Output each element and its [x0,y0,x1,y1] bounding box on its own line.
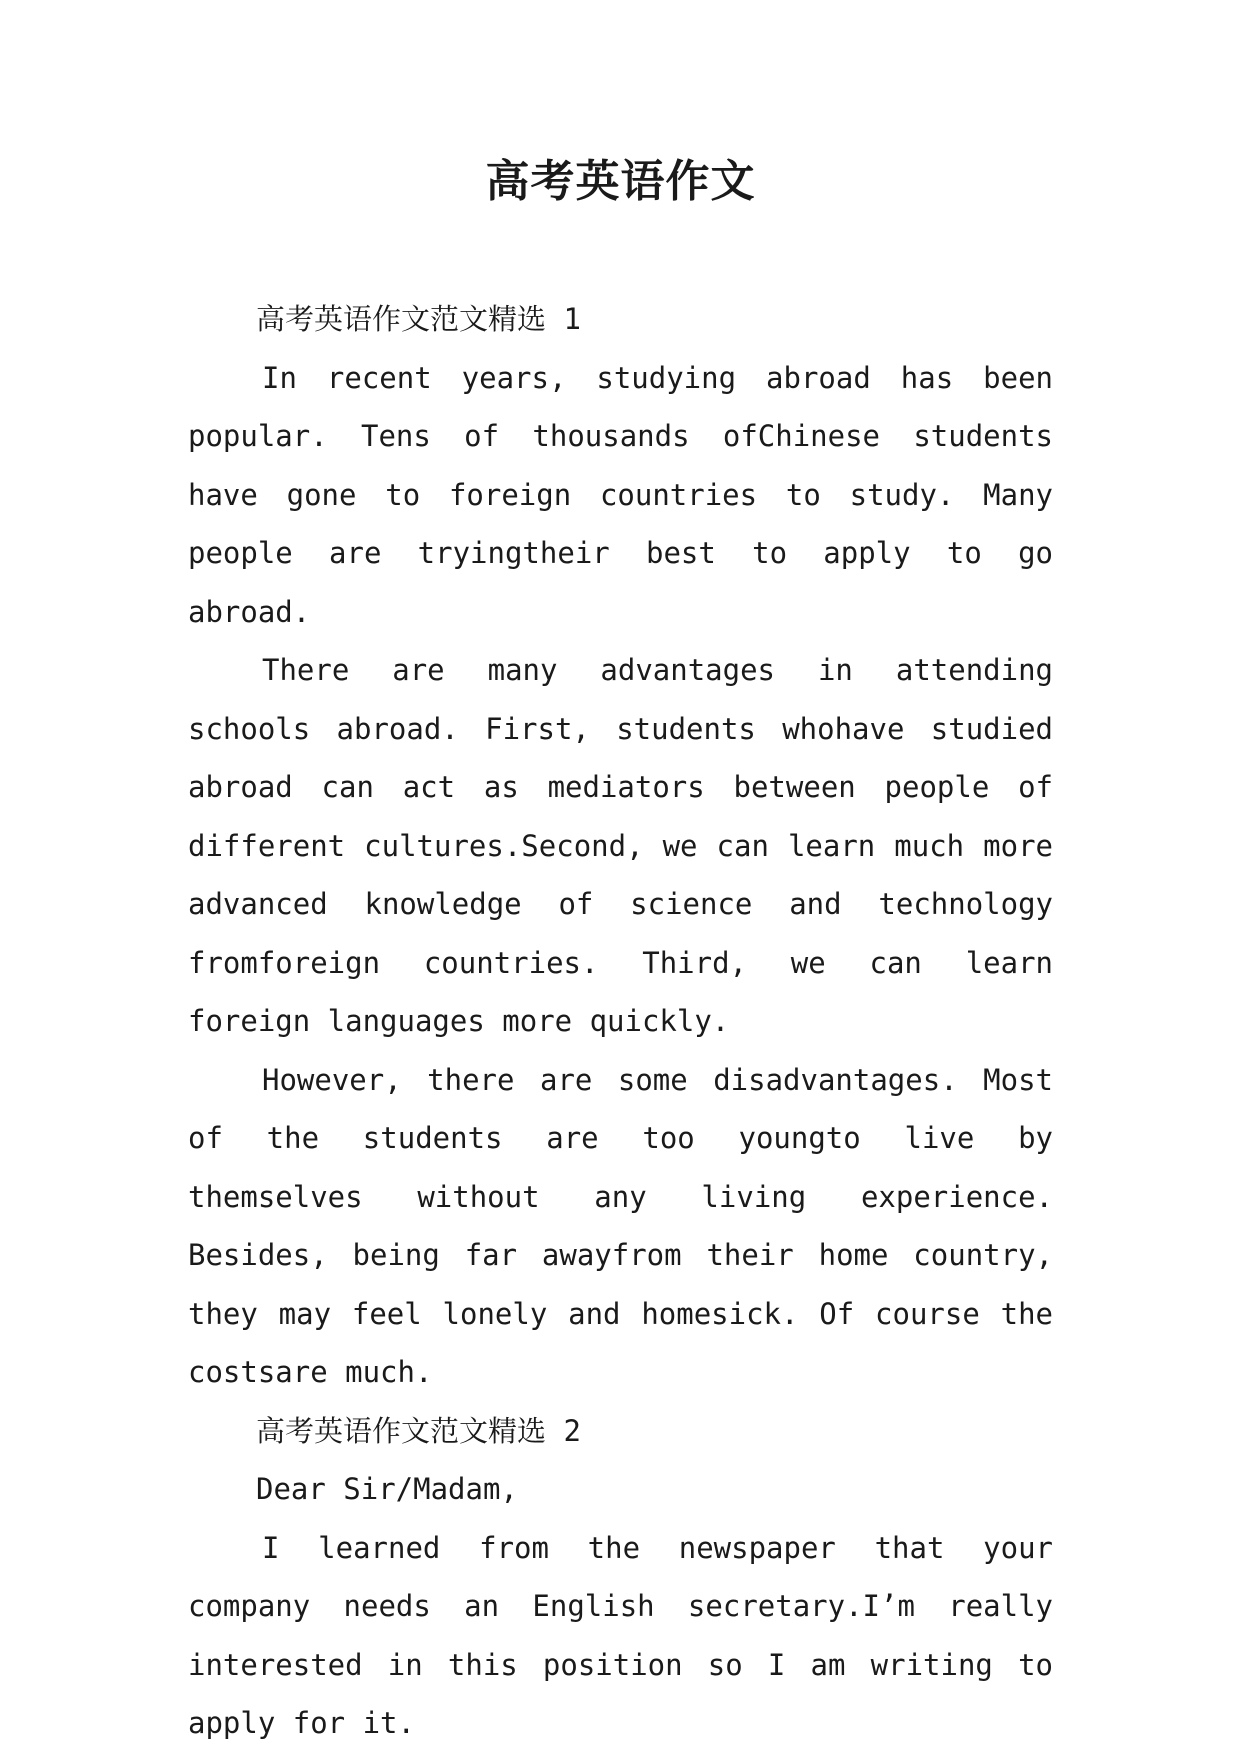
document-title: 高考英语作文 [485,156,756,207]
section-heading-1: 高考英语作文范文精选 1 [256,302,581,336]
letter-salutation: Dear Sir/Madam, [256,1472,518,1506]
section-heading-2: 高考英语作文范文精选 2 [256,1413,581,1448]
paragraph: In recent years, studying abroad has been popular. Tens of thousands ofChinese students have gone to foreign countries to study. Many people are tryingtheir best to apply to go abroad. [188,360,1053,629]
paragraph: I learned from the newspaper that your company needs an English secretary.I’m really interested in this position so I am writing to apply for it. [188,1530,1053,1740]
paragraph: There are many advantages in attending schools abroad. First, students whohave studied abroad can act as mediators between people of different cultures.Second, we can learn much more advanced knowledge of science and technology fromforeign countries. Third, we can learn foreign languages more quickly. [188,653,1053,1038]
document-body [188,290,1053,1753]
paragraph: However, there are some disadvantages. Most of the students are too youngto live by themselves without any living experience. Besides, being far awayfrom their home country, they may feel lonely and homesick. Of course the costsare much. [188,1062,1053,1389]
